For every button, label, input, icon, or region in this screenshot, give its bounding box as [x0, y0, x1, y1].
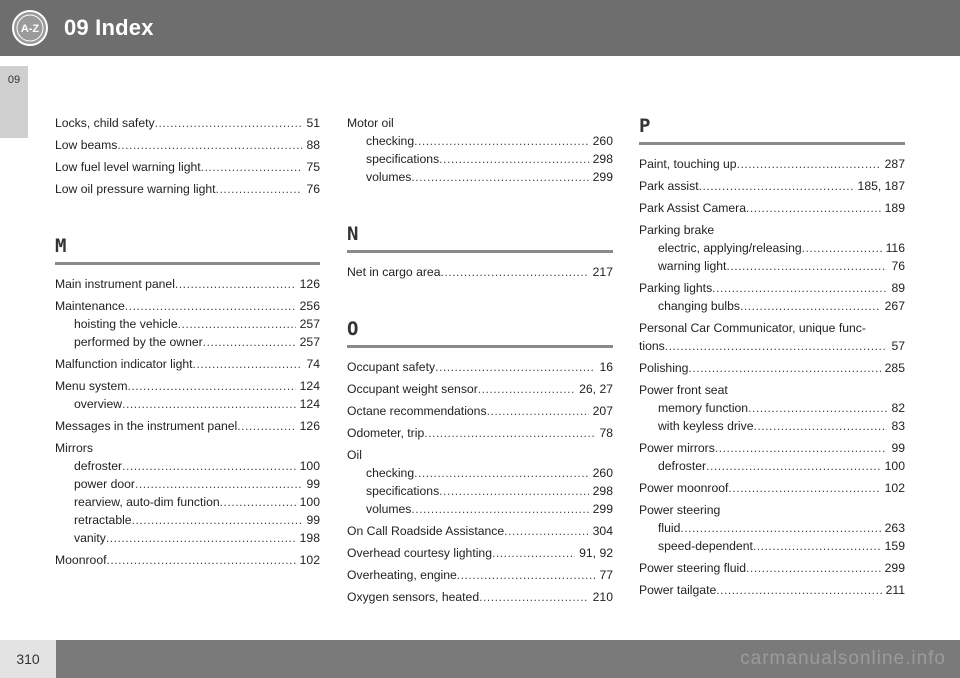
index-entry-page[interactable]: 102	[884, 481, 905, 495]
index-entry-term: Occupant weight sensor	[347, 382, 478, 396]
index-entry[interactable]	[55, 377, 320, 395]
index-entry[interactable]	[55, 493, 320, 511]
dot-leader	[132, 511, 303, 529]
dot-leader	[728, 479, 880, 497]
index-entry-page[interactable]: 124	[299, 379, 320, 393]
dot-leader	[122, 457, 296, 475]
chapter-side-tab[interactable]	[0, 66, 28, 138]
index-entry[interactable]	[347, 168, 613, 186]
index-entry-term: specifications	[366, 484, 440, 498]
index-entry-term: Oxygen sensors, heated	[347, 590, 480, 604]
index-entry[interactable]	[55, 180, 320, 198]
dot-leader	[155, 114, 303, 132]
a-z-index-icon	[11, 9, 49, 47]
dot-leader	[135, 475, 302, 493]
index-entry-term: Malfunction indicator light	[55, 357, 193, 371]
index-entry-page[interactable]: 99	[306, 477, 320, 491]
index-entry[interactable]	[639, 297, 905, 315]
dot-leader	[122, 395, 296, 413]
index-entry-page[interactable]: 100	[299, 495, 320, 509]
index-entry-term: with keyless drive	[658, 419, 754, 433]
index-entry-page[interactable]: 189	[884, 201, 905, 215]
index-entry-page[interactable]: 263	[884, 521, 905, 535]
index-entry-page[interactable]: 78	[599, 426, 613, 440]
index-entry[interactable]	[347, 114, 613, 132]
index-entry[interactable]	[347, 544, 613, 562]
dot-leader	[754, 417, 888, 435]
index-entry[interactable]	[347, 446, 613, 464]
index-entry[interactable]	[347, 482, 613, 500]
index-entry[interactable]	[639, 581, 905, 599]
index-entry[interactable]	[639, 479, 905, 497]
index-entry[interactable]	[347, 132, 613, 150]
index-entry[interactable]	[347, 402, 613, 420]
index-entry-page[interactable]: 257	[299, 335, 320, 349]
index-entry[interactable]	[55, 136, 320, 154]
dot-leader	[457, 566, 596, 584]
page-header	[0, 0, 960, 56]
index-entry-page[interactable]: 100	[884, 459, 905, 473]
index-entry-term: speed-dependent	[658, 539, 753, 553]
dot-leader	[414, 132, 589, 150]
section-divider	[347, 250, 613, 253]
index-entry-term: Polishing	[639, 361, 689, 375]
index-entry[interactable]	[55, 475, 320, 493]
dot-leader	[753, 537, 881, 555]
index-entry-term: Maintenance	[55, 299, 125, 313]
index-entry[interactable]	[639, 501, 905, 519]
index-entry[interactable]	[55, 417, 320, 435]
index-entry-term: vanity	[74, 531, 106, 545]
index-entry[interactable]	[639, 519, 905, 537]
section-letter: N	[347, 223, 359, 245]
page-footer	[0, 640, 960, 678]
index-entry[interactable]	[639, 439, 905, 457]
index-entry-page[interactable]: 211	[885, 583, 905, 597]
index-entry-term: Octane recommendations	[347, 404, 487, 418]
index-column-1	[55, 114, 320, 569]
index-entry-page[interactable]: 285	[884, 361, 905, 375]
index-entry[interactable]	[55, 529, 320, 547]
index-entry-term: Oil	[347, 448, 362, 462]
dot-leader	[706, 457, 881, 475]
index-entry-page[interactable]: 88	[306, 138, 320, 152]
index-entry[interactable]	[347, 380, 613, 398]
index-entry-term: Parking brake	[639, 223, 715, 237]
section-divider	[639, 142, 905, 145]
index-entry-term: hoisting the vehicle	[74, 317, 178, 331]
index-entry-page[interactable]: 116	[885, 241, 905, 255]
index-entry-term: Overhead courtesy lighting	[347, 546, 492, 560]
index-entry-term: Low fuel level warning light	[55, 160, 201, 174]
index-entry-term: Main instrument panel	[55, 277, 175, 291]
dot-leader	[716, 581, 881, 599]
index-entry-page[interactable]: 16	[599, 360, 613, 374]
dot-leader	[748, 399, 887, 417]
index-entry[interactable]	[55, 275, 320, 293]
index-entry-term: Park assist	[639, 179, 699, 193]
index-entry[interactable]	[639, 559, 905, 577]
index-entry-term: Overheating, engine	[347, 568, 457, 582]
index-entry[interactable]	[639, 177, 905, 195]
index-entry[interactable]	[55, 355, 320, 373]
index-entry[interactable]	[347, 500, 613, 518]
dot-leader	[746, 559, 881, 577]
index-entry-term: Power front seat	[639, 383, 728, 397]
index-entry[interactable]	[347, 566, 613, 584]
dot-leader	[680, 519, 880, 537]
index-entry-page[interactable]: 77	[599, 568, 613, 582]
dot-leader	[107, 551, 296, 569]
index-entry-term: Power tailgate	[639, 583, 717, 597]
index-entry-term: On Call Roadside Assistance	[347, 524, 505, 538]
index-entry[interactable]	[55, 158, 320, 176]
index-entry-term: electric, applying/releasing	[658, 241, 802, 255]
index-entry[interactable]	[55, 315, 320, 333]
index-entry-page[interactable]: 51	[306, 116, 320, 130]
dot-leader	[117, 136, 302, 154]
watermark: carmanualsonline.info	[740, 648, 946, 669]
index-entry[interactable]	[639, 457, 905, 475]
dot-leader	[125, 297, 296, 315]
index-entry-page[interactable]: 299	[592, 170, 613, 184]
index-entry[interactable]	[347, 424, 613, 442]
page-number: 310	[0, 640, 56, 678]
chapter-title: 09 Index	[64, 15, 154, 40]
index-entry-term: overview	[74, 397, 123, 411]
dot-leader	[712, 279, 887, 297]
index-entry[interactable]	[347, 522, 613, 540]
dot-leader	[802, 239, 882, 257]
index-entry-term: defroster	[658, 459, 707, 473]
index-entry-page[interactable]: 126	[299, 277, 320, 291]
index-entry-term: checking	[366, 134, 415, 148]
index-entry-term: Park Assist Camera	[639, 201, 747, 215]
index-entry-term: Low oil pressure warning light	[55, 182, 216, 196]
index-entry-page[interactable]: 257	[299, 317, 320, 331]
index-entry-page[interactable]: 260	[592, 466, 613, 480]
index-entry-term: Power steering	[639, 503, 721, 517]
index-entry[interactable]	[347, 464, 613, 482]
index-entry-page[interactable]: 75	[306, 160, 320, 174]
dot-leader	[699, 177, 854, 195]
dot-leader	[715, 439, 888, 457]
dot-leader	[439, 150, 588, 168]
index-entry-term: Mirrors	[55, 441, 93, 455]
index-entry-page[interactable]: 91, 92	[579, 546, 613, 560]
dot-leader	[688, 359, 880, 377]
a-z-icon-label: A-Z	[20, 23, 40, 35]
section-letter: O	[347, 318, 359, 340]
index-entry-term: retractable	[74, 513, 132, 527]
index-entry-term: Power mirrors	[639, 441, 715, 455]
index-entry[interactable]	[347, 263, 613, 281]
index-entry[interactable]	[639, 399, 905, 417]
index-entry-page[interactable]: 126	[299, 419, 320, 433]
index-entry-page[interactable]: 198	[299, 531, 320, 545]
dot-leader	[237, 417, 295, 435]
index-entry-term: power door	[74, 477, 135, 491]
index-entry-page[interactable]: 267	[884, 299, 905, 313]
index-entry-page[interactable]: 210	[592, 590, 613, 604]
dot-leader	[737, 155, 881, 173]
index-entry[interactable]	[639, 417, 905, 435]
index-entry[interactable]	[55, 439, 320, 457]
index-entry[interactable]	[639, 155, 905, 173]
dot-leader	[504, 522, 588, 540]
index-entry-page[interactable]: 159	[884, 539, 905, 553]
dot-leader	[479, 588, 589, 606]
index-entry-page[interactable]: 298	[592, 152, 613, 166]
index-entry-term: Menu system	[55, 379, 128, 393]
dot-leader	[411, 500, 588, 518]
index-entry-page[interactable]: 100	[299, 459, 320, 473]
index-entry[interactable]	[639, 359, 905, 377]
dot-leader	[203, 333, 296, 351]
dot-leader	[439, 482, 588, 500]
dot-leader	[175, 275, 296, 293]
index-entry-term: rearview, auto-dim function	[74, 495, 220, 509]
index-entry[interactable]	[639, 319, 905, 337]
index-entry[interactable]	[55, 511, 320, 529]
index-entry-term: Odometer, trip	[347, 426, 425, 440]
index-entry[interactable]	[639, 257, 905, 275]
index-entry-term: Net in cargo area	[347, 265, 441, 279]
index-entry[interactable]	[639, 279, 905, 297]
dot-leader	[492, 544, 575, 562]
index-entry[interactable]	[639, 199, 905, 217]
index-entry[interactable]	[347, 358, 613, 376]
index-entry[interactable]	[55, 457, 320, 475]
dot-leader	[201, 158, 303, 176]
dot-leader	[414, 464, 589, 482]
dot-leader	[441, 263, 589, 281]
index-entry-page[interactable]: 76	[891, 259, 905, 273]
index-entry-page[interactable]: 124	[299, 397, 320, 411]
index-entry-term: performed by the owner	[74, 335, 203, 349]
index-entry[interactable]	[639, 239, 905, 257]
index-entry-term: warning light	[658, 259, 727, 273]
index-entry-page[interactable]: 185, 187	[857, 179, 905, 193]
index-entry-term: Personal Car Communicator, unique func-	[639, 321, 866, 335]
index-entry[interactable]	[347, 588, 613, 606]
dot-leader	[478, 380, 575, 398]
section-divider	[55, 262, 320, 265]
index-entry-page[interactable]: 82	[891, 401, 905, 415]
index-entry[interactable]	[639, 537, 905, 555]
index-entry-page[interactable]: 74	[306, 357, 320, 371]
index-entry-page[interactable]: 99	[891, 441, 905, 455]
index-entry-term: changing bulbs	[658, 299, 740, 313]
index-entry-term: Occupant safety	[347, 360, 436, 374]
index-entry-page[interactable]: 299	[592, 502, 613, 516]
index-entry[interactable]	[639, 221, 905, 239]
index-entry-page[interactable]: 83	[891, 419, 905, 433]
index-entry-term: memory function	[658, 401, 749, 415]
dot-leader	[424, 424, 595, 442]
index-entry-page[interactable]: 287	[884, 157, 905, 171]
index-entry[interactable]	[639, 381, 905, 399]
index-entry-term: Power steering fluid	[639, 561, 747, 575]
index-entry-term: Locks, child safety	[55, 116, 155, 130]
index-entry-term: Low beams	[55, 138, 118, 152]
dot-leader	[746, 199, 881, 217]
index-entry-term: Motor oil	[347, 116, 394, 130]
index-entry[interactable]	[55, 297, 320, 315]
dot-leader	[726, 257, 887, 275]
index-entry-term: Moonroof	[55, 553, 107, 567]
dot-leader	[220, 493, 296, 511]
index-entry-page[interactable]: 298	[592, 484, 613, 498]
index-entry-term: Parking lights	[639, 281, 713, 295]
index-entry-page[interactable]: 217	[592, 265, 613, 279]
dot-leader	[487, 402, 589, 420]
section-letter: P	[639, 115, 651, 137]
index-entry-page[interactable]: 26, 27	[579, 382, 613, 396]
dot-leader	[127, 377, 295, 395]
index-entry-term: tions	[639, 339, 665, 353]
index-entry-term: volumes	[366, 502, 412, 516]
index-entry-page[interactable]: 89	[891, 281, 905, 295]
index-column-3	[639, 114, 905, 599]
index-entry-term: specifications	[366, 152, 440, 166]
index-entry-page[interactable]: 76	[306, 182, 320, 196]
index-entry-term: fluid	[658, 521, 681, 535]
index-entry-page[interactable]: 304	[592, 524, 613, 538]
dot-leader	[411, 168, 588, 186]
index-entry-term: Paint, touching up	[639, 157, 737, 171]
index-entry-page[interactable]: 260	[592, 134, 613, 148]
index-entry-term: checking	[366, 466, 415, 480]
index-entry[interactable]	[347, 150, 613, 168]
index-entry-page[interactable]: 102	[299, 553, 320, 567]
chapter-side-tab-label: 09	[7, 74, 21, 86]
index-entry-term: Messages in the instrument panel	[55, 419, 238, 433]
index-entry-term: volumes	[366, 170, 412, 184]
dot-leader	[193, 355, 303, 373]
index-column-2	[347, 114, 613, 606]
dot-leader	[740, 297, 881, 315]
index-entry[interactable]	[55, 395, 320, 413]
index-entry-page[interactable]: 207	[592, 404, 613, 418]
dot-leader	[216, 180, 303, 198]
index-entry[interactable]	[639, 337, 905, 355]
index-entry-page[interactable]: 99	[306, 513, 320, 527]
index-entry-page[interactable]: 57	[891, 339, 905, 353]
section-letter: M	[55, 235, 67, 257]
index-entry[interactable]	[55, 114, 320, 132]
index-entry[interactable]	[55, 333, 320, 351]
dot-leader	[435, 358, 595, 376]
index-entry-term: Power moonroof	[639, 481, 729, 495]
index-entry-page[interactable]: 256	[299, 299, 320, 313]
dot-leader	[106, 529, 296, 547]
dot-leader	[178, 315, 296, 333]
section-divider	[347, 345, 613, 348]
index-entry[interactable]	[55, 551, 320, 569]
dot-leader	[665, 337, 888, 355]
index-entry-term: defroster	[74, 459, 123, 473]
index-entry-page[interactable]: 299	[884, 561, 905, 575]
